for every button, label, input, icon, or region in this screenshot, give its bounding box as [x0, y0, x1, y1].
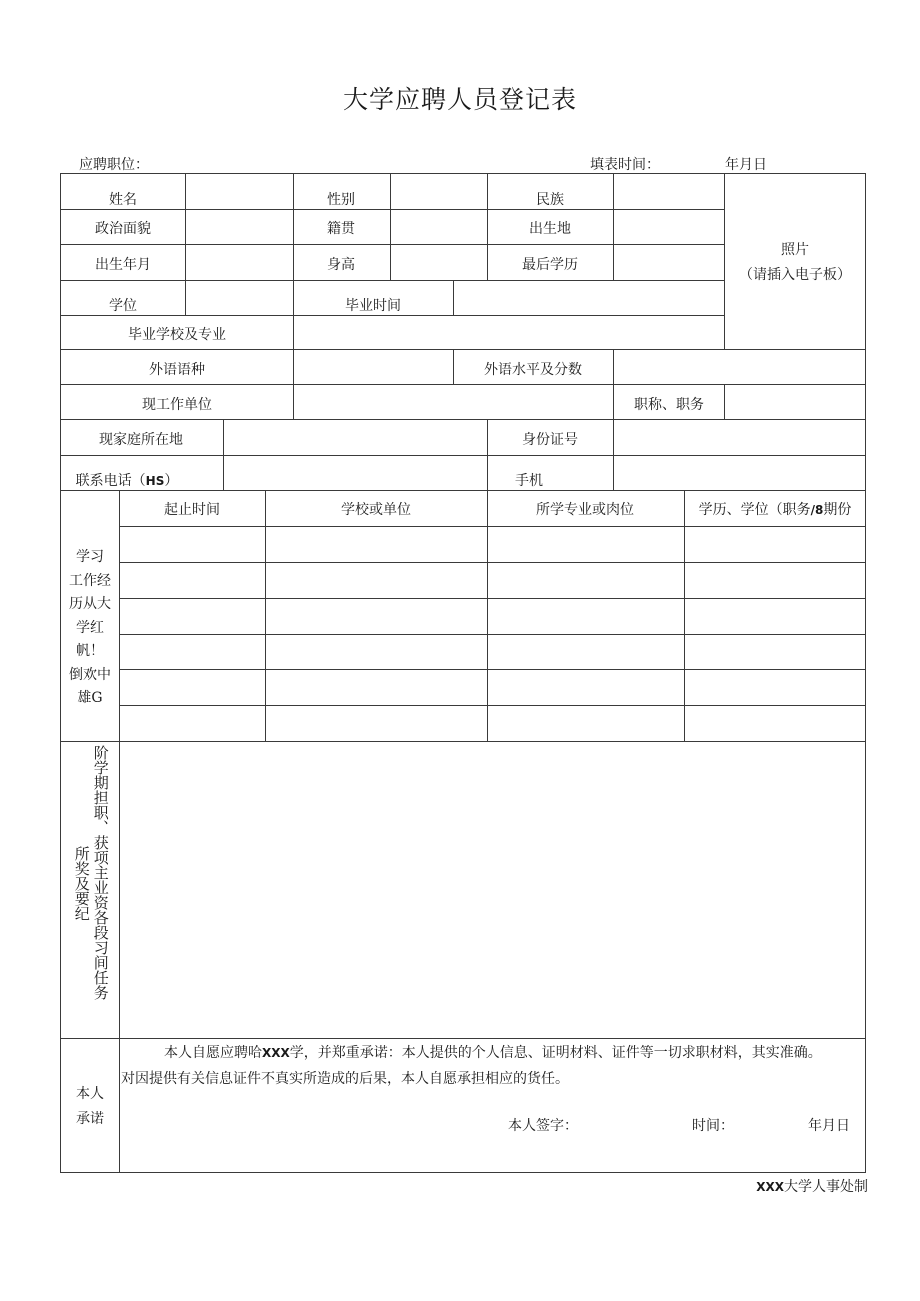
history-cell[interactable] [119, 598, 266, 635]
language-level-input[interactable] [613, 349, 866, 385]
history-cell[interactable] [487, 634, 685, 670]
phone-label: 联系电话（HS） [75, 473, 179, 489]
id-number-label: 身份证号 [522, 432, 578, 448]
native-place-label: 籍贯 [327, 221, 355, 237]
commitment-time-label: 时间： [692, 1118, 734, 1134]
birth-date-input[interactable] [185, 244, 294, 281]
school-unit-header: 学校或单位 [341, 502, 411, 518]
awards-label-col1: 阶学期担职、获项主业资各段习间任务 [91, 745, 110, 1000]
commitment-paragraph-1: 本人自愿应聘哈XXX学，并郑重承诺：本人提供的个人信息、证明材料、证件等一切求职材料，其实准确。 [164, 1045, 822, 1061]
history-cell[interactable] [684, 634, 866, 670]
ethnicity-input[interactable] [613, 173, 725, 210]
history-cell[interactable] [684, 526, 866, 563]
history-cell[interactable] [684, 669, 866, 706]
birthplace-label: 出生地 [529, 221, 571, 237]
degree-label: 学位 [109, 298, 137, 314]
history-side-line: 历从大 [69, 596, 111, 612]
native-place-input[interactable] [390, 209, 488, 245]
history-cell[interactable] [684, 598, 866, 635]
home-address-label: 现家庭所在地 [99, 432, 183, 448]
address-input[interactable] [223, 419, 488, 456]
history-cell[interactable] [487, 705, 685, 742]
name-input[interactable] [185, 173, 294, 210]
height-label: 身高 [327, 257, 355, 273]
photo-label: 照片 [781, 242, 809, 258]
history-cell[interactable] [684, 705, 866, 742]
history-side-line: 工作经 [69, 572, 111, 589]
mobile-label-cell [487, 455, 614, 491]
history-cell[interactable] [487, 562, 685, 599]
history-side-line: 雄G [77, 690, 103, 706]
awards-label-col2: 所奖及要纪 [72, 846, 91, 921]
commitment-paragraph-2: 对因提供有关信息证件不真实所造成的后果，本人自愿承担相应的货任。 [121, 1071, 569, 1087]
awards-content-input[interactable] [119, 741, 866, 1039]
political-status-label: 政治面貌 [95, 221, 151, 237]
history-cell[interactable] [487, 669, 685, 706]
header-date-label: 年月日 [725, 157, 767, 173]
commitment-label-cell [60, 1038, 120, 1173]
commitment-date-label: 年月日 [808, 1118, 850, 1134]
footer-issuer: XXX大学人事处制 [756, 1179, 868, 1195]
employer-input[interactable] [293, 384, 614, 420]
title-duty-input[interactable] [724, 384, 866, 420]
history-cell[interactable] [487, 598, 685, 635]
height-input[interactable] [390, 244, 488, 281]
history-side-line: 倒欢中 [69, 666, 111, 683]
mobile-label: 手机 [515, 473, 543, 489]
title-duty-label: 职称、职务 [634, 397, 704, 413]
highest-education-label: 最后学历 [522, 257, 578, 273]
political-input[interactable] [185, 209, 294, 245]
history-cell[interactable] [265, 562, 488, 599]
fill-time-label: 填表时间： [590, 157, 660, 173]
history-cell[interactable] [684, 562, 866, 599]
signature-label: 本人签字： [508, 1118, 578, 1134]
history-cell[interactable] [119, 705, 266, 742]
history-cell[interactable] [265, 598, 488, 635]
commitment-label-line1: 本人 [76, 1086, 104, 1102]
school-major-label: 毕业学校及专业 [128, 327, 226, 343]
history-cell[interactable] [119, 526, 266, 563]
history-cell[interactable] [265, 526, 488, 563]
major-post-header: 所学专业或肉位 [536, 502, 634, 518]
phone-input[interactable] [223, 455, 488, 491]
ethnicity-label: 民族 [536, 192, 564, 208]
history-cell[interactable] [265, 669, 488, 706]
history-side-line: 学习 [76, 549, 104, 565]
mobile-input[interactable] [613, 455, 866, 491]
history-cell[interactable] [265, 705, 488, 742]
language-label: 外语语种 [149, 362, 205, 378]
history-side-label [63, 546, 117, 711]
history-cell[interactable] [487, 526, 685, 563]
education-input[interactable] [613, 244, 725, 281]
gender-input[interactable] [390, 173, 488, 210]
commitment-label-line2: 承诺 [76, 1111, 104, 1127]
id-input[interactable] [613, 419, 866, 456]
history-cell[interactable] [265, 634, 488, 670]
degree-duty-header: 学历、学位（职务/8期份 [698, 502, 852, 518]
language-input[interactable] [293, 349, 454, 385]
position-label: 应聘职位： [79, 157, 149, 173]
history-cell[interactable] [119, 562, 266, 599]
form-title: 大学应聘人员登记表 [342, 85, 577, 114]
history-cell[interactable] [119, 669, 266, 706]
school-major-input[interactable] [293, 315, 725, 350]
language-level-label: 外语水平及分数 [484, 362, 582, 378]
birthplace-input[interactable] [613, 209, 725, 245]
history-cell[interactable] [119, 634, 266, 670]
degree-input[interactable] [185, 280, 294, 316]
photo-cell[interactable] [724, 173, 866, 350]
birth-date-label: 出生年月 [95, 257, 151, 273]
graduation-input[interactable] [453, 280, 725, 316]
graduation-time-label: 毕业时间 [345, 298, 401, 314]
period-header: 起止时间 [164, 502, 220, 518]
photo-hint: （请插入电子板） [739, 267, 851, 283]
current-employer-label: 现工作单位 [142, 397, 212, 413]
name-label: 姓名 [109, 192, 137, 208]
gender-label: 性别 [327, 192, 355, 208]
history-side-line: 学红帆！ [76, 619, 104, 659]
